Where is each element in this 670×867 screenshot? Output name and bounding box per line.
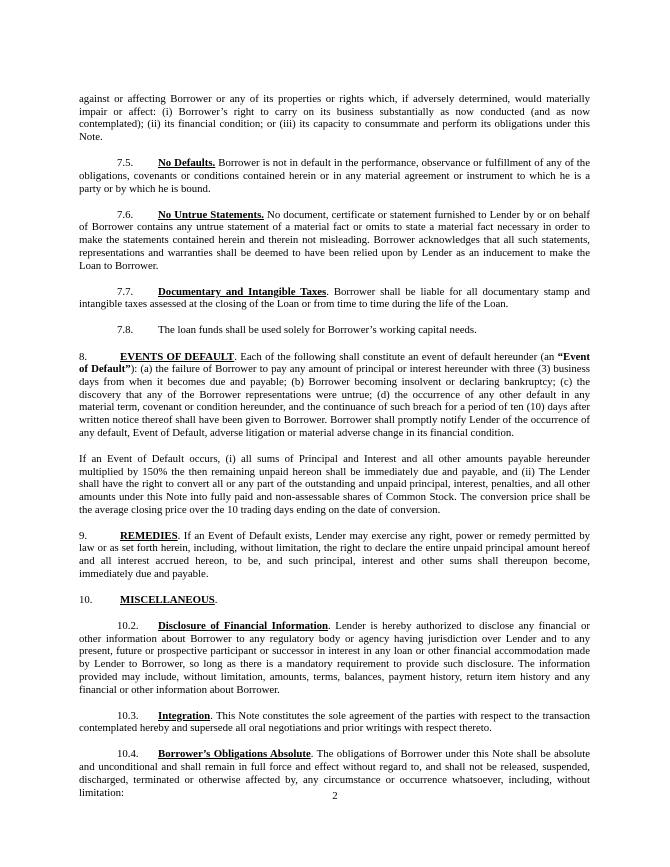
section-10-2 xyxy=(79,620,590,696)
section-heading: Documentary and Intangible Taxes xyxy=(158,285,327,298)
section-heading: Integration xyxy=(158,709,211,722)
section-7-8 xyxy=(79,324,590,337)
section-heading: MISCELLANEOUS xyxy=(120,593,215,606)
section-body: . This Note constitutes the sole agreement of the parties with respect to the transaction contemplated hereby and supersede all oral negotiations and prior writings with respect thereto. xyxy=(79,709,590,735)
section-heading: No Untrue Statements. xyxy=(158,208,264,221)
section-heading: Disclosure of Financial Information xyxy=(158,620,329,633)
section-number: 7.6. xyxy=(117,208,134,221)
section-heading: EVENTS OF DEFAULT xyxy=(120,350,235,363)
section-number: 9. xyxy=(79,529,88,542)
defined-term: “Event of Default” xyxy=(79,350,590,376)
section-number: 8. xyxy=(79,350,88,363)
section-number: 7.8. xyxy=(117,324,134,337)
page-number: 2 xyxy=(332,790,338,802)
continued-paragraph: against or affecting Borrower or any of its properties or rights which, if adversely determined, would materially impair or affect: (i) Borrower’s right to carry on its business substantially as now conducted (and as now contemplated); (ii) its financial condition; or (iii) its capacity to consummate and perform its obligations under this Note. xyxy=(79,93,590,144)
section-number: 10.2. xyxy=(117,620,139,633)
section-number: 10. xyxy=(79,593,93,606)
section-10 xyxy=(79,594,590,607)
section-number: 10.3. xyxy=(117,709,139,722)
section-number: 7.7. xyxy=(117,285,134,298)
section-body: . Borrower shall be liable for all documentary stamp and intangible taxes assessed at the closing of the Loan or from time to time during the life of the Loan. xyxy=(79,285,590,311)
section-number: 7.5. xyxy=(117,157,134,170)
event-of-default-paragraph: If an Event of Default occurs, (i) all sums of Principal and Interest and all other amounts payable hereunder multiplied by 150% the then remaining unpaid hereon shall be immediately due and payable, and (ii) The Lender shall have the right to convert all or any part of the outstanding and unpaid principal, interest, penalties, and all other amounts under this Note into fully paid and non-assessable shares of Common Stock. The conversion price shall be the average closing price over the 10 trading days ending on the date of conversion. xyxy=(79,452,590,516)
section-body: No document, certificate or statement furnished to Lender by or on behalf of Borrower contains any untrue statement of a material fact or omits to state a material fact necessary in order to make the statements contained herein and therein not misleading. Borrower acknowledges that all such statements, representations and warranties shall be deemed to have been relied upon by Lender as an inducement to make the Loan to Borrower. xyxy=(79,208,590,272)
section-body: . If an Event of Default exists, Lender may exercise any right, power or remedy permitted by law or as set forth herein, including, without limitation, the right to declare the entire unpaid principal amount hereof and all interest accrued hereon, to be, and such principal, interest and other sums shall thereupon become, immediately due and payable. xyxy=(79,529,590,580)
section-7-6 xyxy=(79,209,590,273)
section-body: . The obligations of Borrower under this Note shall be absolute and unconditional and shall remain in full force and effect without regard to, and shall not be released, suspended, discharged, terminated or otherwise affected by, any circumstance or occurrence whatsoever, including, without limitation: xyxy=(79,748,590,799)
section-body: The loan funds shall be used solely for Borrower’s working capital needs. xyxy=(158,324,477,337)
section-7-7 xyxy=(79,286,590,311)
section-7-5 xyxy=(79,157,590,195)
section-body: Borrower is not in default in the performance, observance or fulfillment of any of the obligations, covenants or conditions contained herein or in any material agreement or instrument to which he is a party or by which he is bound. xyxy=(79,157,590,195)
section-body: . Each of the following shall constitute an event of default hereunder (an xyxy=(234,350,558,363)
section-number: 10.4. xyxy=(117,748,139,761)
section-body: . xyxy=(214,593,218,606)
section-heading: Borrower’s Obligations Absolute xyxy=(158,748,311,761)
section-body: . Lender is hereby authorized to disclose any financial or other information about Borrower to any regulatory body or agency having jurisdiction over Lender and to any present, future or prospective participant or successor in interest in any loan or other financial accommodation made by Lender to Borrower, so long as there is a mandatory requirement to provide such disclosure. The information provided may include, without limitation, amounts, terms, balances, payment history, return item history and any financial or other information about Borrower. xyxy=(79,620,590,696)
section-9 xyxy=(79,530,590,581)
document-page xyxy=(79,93,590,813)
section-10-3 xyxy=(79,710,590,735)
section-heading: REMEDIES xyxy=(120,529,178,542)
section-body: ): (a) the failure of Borrower to pay any amount of principal or interest hereunder with three (3) business days from when it becomes due and payable; (b) Borrower becoming insolvent or declaring bankruptcy; (c) the discovery that any of the Borrower representations were untrue; (d) the occurrence of any other default in any material term, covenant or condition hereunder, and the continuance of such breach for a period of ten (10) days after written notice thereof shall have been given to Borrower. Borrower shall promptly notify Lender of the occurrence of any default, Event of Default, adverse litigation or material adverse change in its financial condition. xyxy=(79,363,590,439)
section-8 xyxy=(79,351,590,440)
section-heading: No Defaults. xyxy=(158,157,216,170)
